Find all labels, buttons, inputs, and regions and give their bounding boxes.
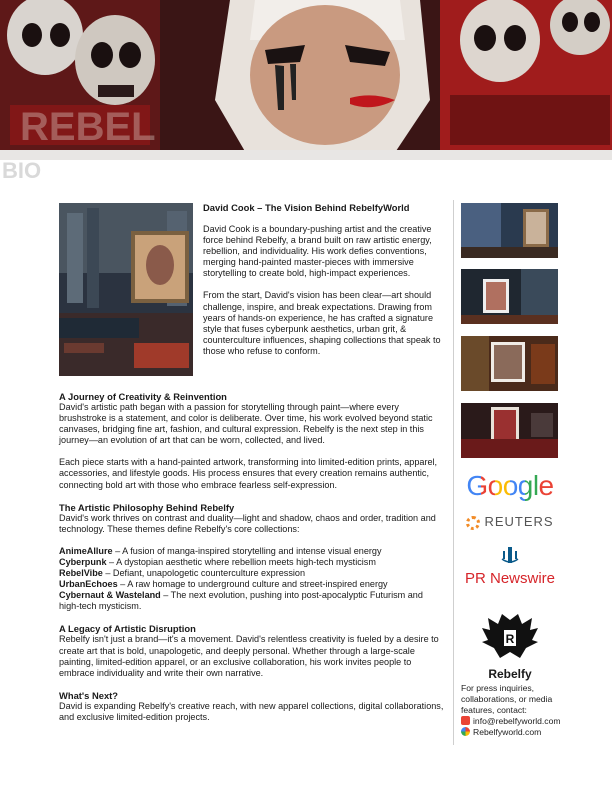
gallery-thumbnail-2 — [461, 269, 558, 324]
collection-desc: – Defiant, unapologetic counterculture expression — [102, 568, 306, 579]
reuters-logo — [462, 514, 558, 530]
collection-desc: – A fusion of manga-inspired storytelling and intense visual energy — [112, 545, 382, 556]
next-paragraph: David is expanding Rebelfy's creative reach, with new apparel collections, digital collaborations, and exclusive limited-edition projects. — [59, 700, 444, 722]
legacy-paragraph: Rebelfy isn't just a brand—it's a movement. David's relentless creativity is fueled by a desire to create art that is bold, unapologetic, and deeply personal. Whether through a large-scale painting, limited-edition apparel, or an exclusive collaboration, his work invites people to embrace individuality and write their own narrative. — [59, 634, 439, 678]
prnewswire-icon — [462, 545, 558, 570]
reuters-wordmark: REUTERS — [484, 514, 554, 529]
column-divider — [453, 200, 454, 745]
rebelfy-logo — [462, 612, 558, 681]
collection-desc: – A dystopian aesthetic where rebellion meets high-tech mysticism — [106, 556, 376, 567]
collection-name: Cybernaut & Wasteland — [59, 590, 161, 601]
next-heading: What's Next? — [59, 689, 119, 701]
contact-website-link[interactable]: Rebelfyworld.com — [473, 727, 542, 737]
list-item — [59, 579, 444, 590]
studio-painting-image — [59, 203, 193, 376]
collection-name: UrbanEchoes — [59, 579, 118, 590]
collection-name: Cyberpunk — [59, 556, 107, 567]
list-item — [59, 590, 444, 612]
rebelfy-wings-icon — [480, 612, 540, 668]
contact-text: For press inquiries, collaborations, or media features, contact: — [461, 683, 553, 715]
globe-icon — [461, 727, 470, 736]
list-item — [59, 557, 444, 568]
rebelfy-wordmark: Rebelfy — [488, 667, 532, 681]
contact-website-row — [461, 727, 571, 738]
body-column — [59, 391, 444, 734]
list-item — [59, 568, 444, 579]
intro-paragraph-1: David Cook is a boundary-pushing artist and the creative force behind Rebelfy, a brand built on raw artistic energy, rebellion, and individuality. His work defies conventions, merging hand-painted master-pieces with immersive storytelling to create bold, high-impact experiences. — [203, 224, 432, 279]
gallery-thumbnail-3 — [461, 336, 558, 391]
journey-paragraph-1: David's artistic path began with a passion for storytelling through paint—where every brushstroke is a statement, and color is deliberate. Over time, his work evolved beyond static canvases, bridging fine art, fashion, and cultural expression. Rebelfy is the next step in this journey—an evolution of art that can be worn, collected, and lived. — [59, 402, 433, 446]
list-item — [59, 546, 444, 557]
intro-column — [203, 202, 441, 368]
collection-name: RebelVibe — [59, 568, 103, 579]
email-icon — [461, 716, 470, 725]
svg-text:R: R — [505, 632, 515, 646]
google-wordmark: Google — [466, 470, 554, 501]
article-title: David Cook – The Vision Behind RebelfyWorld — [203, 202, 410, 213]
svg-text:REBEL: REBEL — [20, 105, 156, 149]
press-contact — [461, 683, 571, 738]
google-logo — [462, 470, 558, 502]
prnewswire-logo — [462, 570, 558, 587]
contact-email-link[interactable]: info@rebelfyworld.com — [473, 716, 561, 726]
philosophy-heading: The Artistic Philosophy Behind Rebelfy — [59, 501, 235, 513]
intro-paragraph-2: From the start, David's vision has been clear—art should challenge, inspire, and break expectations. Drawing from years of hands-on experience, he has crafted a signature style that fuses cyberpunk aesthetics, urban grit, & counterculture influences, shaping collections that speak to those who refuse to conform. — [203, 290, 441, 356]
reuters-icon — [466, 516, 480, 530]
legacy-heading: A Legacy of Artistic Disruption — [59, 623, 196, 635]
gallery-thumbnail-1 — [461, 203, 558, 258]
journey-heading: A Journey of Creativity & Reinvention — [59, 391, 227, 402]
journey-paragraph-2: Each piece starts with a hand-painted artwork, transforming into limited-edition prints, apparel, accessories, and lifestyle goods. His process ensures that every creation remains authentic, connecting bold art with those who embrace fearless self-expression. — [59, 457, 438, 490]
collection-name: AnimeAllure — [59, 545, 113, 556]
collections-list — [59, 546, 444, 613]
philosophy-paragraph: David's work thrives on contrast and duality—light and shadow, chaos and order, tradition and technology. These themes define Rebelfy's core collections: — [59, 512, 436, 534]
gallery-thumbnail-4 — [461, 403, 558, 458]
collection-desc: – The next evolution, pushing into post-apocalyptic Futurism and high-tech mysticism. — [59, 590, 423, 612]
section-label-bio: BIO — [2, 158, 42, 183]
prnewswire-wordmark: PR Newswire — [464, 570, 555, 587]
contact-email-row — [461, 716, 571, 727]
hero-banner-artwork — [0, 0, 612, 160]
collection-desc: – A raw homage to underground culture and street-inspired energy — [117, 579, 388, 590]
